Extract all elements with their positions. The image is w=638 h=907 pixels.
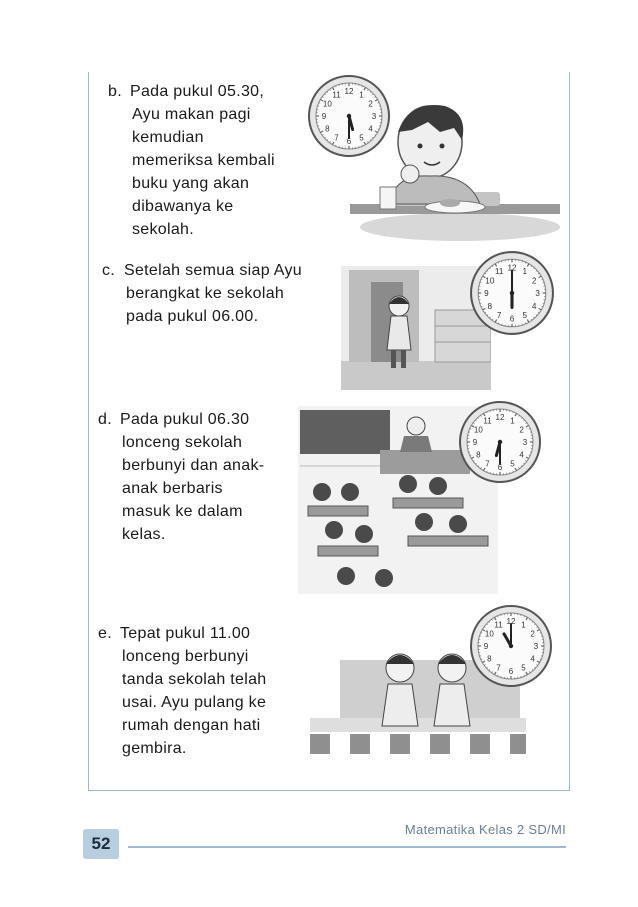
clock-number: 2 <box>519 425 524 435</box>
clock-number: 7 <box>496 663 501 673</box>
item-line: buku yang akan <box>132 175 250 192</box>
clock-1100 <box>469 604 553 688</box>
clock-number: 5 <box>521 663 526 673</box>
clock-number: 5 <box>522 311 528 321</box>
clock-number: 7 <box>334 133 339 143</box>
item-label: e. <box>98 625 112 642</box>
clock-number: 9 <box>483 642 489 651</box>
clock-number: 10 <box>485 276 495 286</box>
item-line: Pada pukul 06.30 <box>120 411 250 428</box>
clock-number: 11 <box>483 416 492 426</box>
clock-number: 12 <box>344 87 354 96</box>
item-c <box>102 259 342 328</box>
clock-number: 6 <box>508 667 514 676</box>
clock-center <box>498 440 502 444</box>
item-line: berbunyi dan anak- <box>122 457 265 474</box>
item-line: pada pukul 06.00. <box>126 308 259 325</box>
clock-number: 3 <box>371 112 377 121</box>
item-line: Ayu makan pagi <box>132 106 251 123</box>
clock-0530 <box>307 74 391 158</box>
clock-number: 12 <box>507 263 517 273</box>
clock-number: 8 <box>487 654 492 664</box>
item-line: sekolah. <box>132 221 194 238</box>
clock-number: 4 <box>368 124 373 134</box>
item-line: memeriksa kembali <box>132 152 275 169</box>
clock-number: 1 <box>521 620 526 630</box>
item-line: lonceng sekolah <box>122 434 243 451</box>
clock-number: 10 <box>484 629 494 639</box>
item-line: usai. Ayu pulang ke <box>122 694 267 711</box>
footer-divider <box>128 846 566 848</box>
book-title: Matematika Kelas 2 SD/MI <box>404 822 566 837</box>
item-line: Pada pukul 05.30, <box>130 83 265 100</box>
clock-number: 9 <box>321 112 327 121</box>
item-line: Tepat pukul 11.00 <box>120 625 251 642</box>
item-label: d. <box>98 411 112 428</box>
clock-number: 1 <box>359 90 364 100</box>
item-label: c. <box>102 262 116 279</box>
clock-number: 6 <box>509 314 515 324</box>
clock-number: 3 <box>522 438 528 447</box>
clock-number: 2 <box>368 99 373 109</box>
clock-number: 4 <box>530 654 535 664</box>
clock-number: 11 <box>494 620 503 630</box>
item-line: berangkat ke sekolah <box>126 285 285 302</box>
clock-number: 8 <box>487 301 493 311</box>
clock-number: 8 <box>476 450 481 460</box>
clock-0600 <box>469 250 555 336</box>
clock-number: 8 <box>325 124 330 134</box>
item-d <box>98 408 298 546</box>
clock-center <box>347 114 351 118</box>
item-line: rumah dengan hati <box>122 717 261 734</box>
clock-number: 11 <box>494 266 504 276</box>
item-line: Setelah semua siap Ayu <box>124 262 302 279</box>
clock-number: 9 <box>472 438 478 447</box>
clock-number: 7 <box>496 311 502 321</box>
clock-number: 3 <box>533 642 539 651</box>
item-line: tanda sekolah telah <box>122 671 267 688</box>
clock-number: 10 <box>473 425 483 435</box>
item-label: b. <box>108 83 122 100</box>
clock-number: 5 <box>359 133 364 143</box>
clock-number: 1 <box>510 416 515 426</box>
item-line: kemudian <box>132 129 204 146</box>
clock-number: 11 <box>332 90 341 100</box>
clock-number: 9 <box>484 289 489 299</box>
clock-number: 10 <box>322 99 332 109</box>
clock-number: 4 <box>519 450 524 460</box>
item-line: anak berbaris <box>122 480 223 497</box>
clock-number: 5 <box>510 459 515 469</box>
item-e <box>98 622 298 760</box>
item-line: lonceng berbunyi <box>122 648 249 665</box>
clock-number: 12 <box>495 413 505 422</box>
page-number: 52 <box>83 829 119 859</box>
clock-number: 4 <box>531 301 537 311</box>
item-line: gembira. <box>122 740 187 757</box>
clock-number: 2 <box>530 629 535 639</box>
item-line: masuk ke dalam <box>122 503 243 520</box>
clock-number: 12 <box>506 617 516 626</box>
clock-0630 <box>458 400 542 484</box>
item-line: dibawanya ke <box>132 198 234 215</box>
clock-number: 1 <box>522 266 528 276</box>
clock-center <box>510 291 515 296</box>
item-b <box>108 80 308 241</box>
clock-number: 2 <box>531 276 537 286</box>
clock-number: 7 <box>485 459 490 469</box>
clock-number: 3 <box>535 289 540 299</box>
clock-number: 6 <box>346 137 352 146</box>
clock-center <box>509 644 513 648</box>
clock-number: 6 <box>497 463 503 472</box>
item-line: kelas. <box>122 526 166 543</box>
